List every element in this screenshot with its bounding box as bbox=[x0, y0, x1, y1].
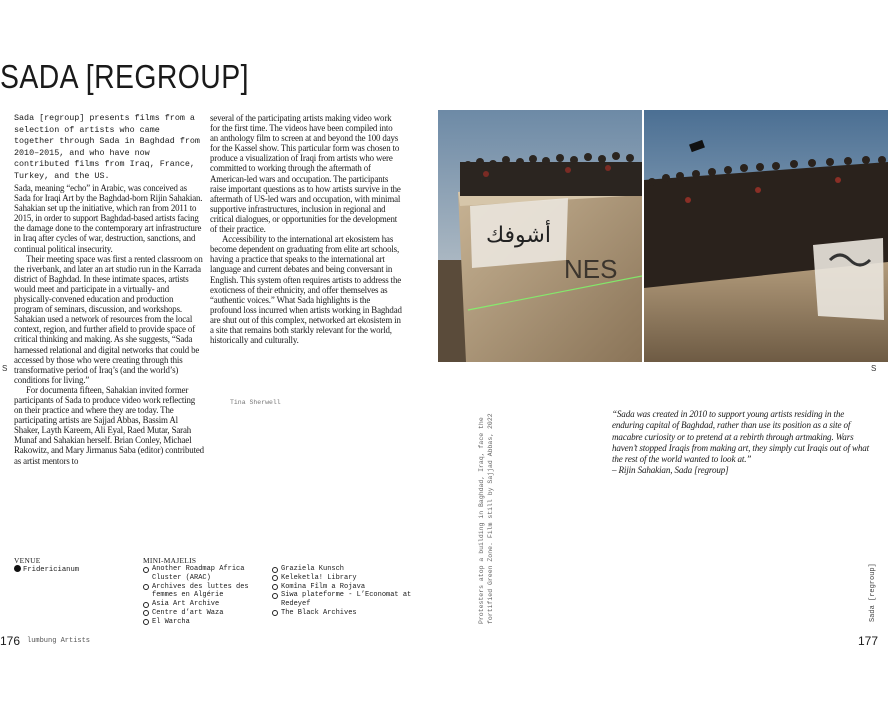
folio-text-left: lumbung Artists bbox=[27, 637, 91, 645]
quote-text: “Sada was created in 2010 to support young artists residing in the enduring capital of Baghdad, rather than use its position as a site of macabre curiosity or to pretend at a rebirth through artmaking. Wars haven’t stopped Iraqis from making art, they simply cut Iraqis out of what the rest of the world wanted to look at.” bbox=[612, 409, 870, 465]
venue-heading: VENUE bbox=[14, 556, 41, 565]
venue-dot-icon bbox=[14, 565, 21, 572]
caption-line: fortified Green Zone. Film still by Sajjad Abbas, 2022 bbox=[486, 413, 494, 624]
list-item: Graziela Kunsch bbox=[272, 565, 412, 574]
photo-caption bbox=[478, 413, 495, 624]
list-item: Another Roadmap Africa Cluster (ARAC) bbox=[143, 565, 263, 583]
caption-line: Protesters atop a building in Baghdad, Iraq, face the bbox=[478, 417, 485, 624]
page-number-left: 176 bbox=[0, 634, 21, 648]
paragraph: For documenta fifteen, Sahakian invited former participants of Sada to produce video work reflecting on their practice and where they are today. The participating artists are Sajjad Abbas, Bassim Al Shaker, Layth Kareem, Ali Eyal, Raed Mutar, Sarah Munaf and Sahakian herself. Brian Conley, Michael Rakowitz, and Mary Jirmanus Saba (editor) contributed as artist mentors to bbox=[14, 384, 204, 466]
author-credit: Tina Sherwell bbox=[230, 399, 281, 406]
minimajelis-list-1 bbox=[143, 565, 263, 627]
list-item: Komîna Fîlm a Rojava bbox=[272, 583, 412, 592]
page-number-right: 177 bbox=[858, 634, 879, 648]
intro-text: Sada [regroup] presents films from a selection of artists who came together through Sada in Baghdad from 2010–2015, and who have now contributed films from Iraq, France, Turkey, and the US. bbox=[14, 113, 200, 181]
venue-value bbox=[14, 565, 79, 574]
running-title: Sada [regroup] bbox=[869, 563, 877, 622]
list-item: The Black Archives bbox=[272, 609, 412, 618]
list-item: Keleketla! Library bbox=[272, 574, 412, 583]
page-title: SADA [REGROUP] bbox=[0, 58, 249, 95]
pull-quote bbox=[612, 409, 874, 477]
minimajelis-heading: MINI-MAJELIS bbox=[143, 556, 197, 565]
venue-name: Fridericianum bbox=[23, 566, 80, 574]
body-column-1 bbox=[14, 183, 204, 466]
film-still-photo bbox=[438, 110, 888, 362]
paragraph: Their meeting space was first a rented classroom on the riverbank, and later an art studio run in the Karrada district of Baghdad. In these intimate spaces, artists would meet and participate in a virtually- and physically-convened education and production program of seminars, discussion, and workshops. Sahakian used a network of resources from the local context, region, and further afield to provide space of critical thinking and making. As she suggests, “Sada harnessed relational and digital networks that could be accessed by those who were creating through this transformative period of Iraq’s (and the world’s) conditions for living.” bbox=[14, 253, 203, 385]
section-mark-right: S bbox=[871, 364, 877, 373]
quote-attribution: – Rijin Sahakian, Sada [regroup] bbox=[612, 465, 729, 476]
paragraph: Sada, meaning “echo” in Arabic, was conceived as Sada for Iraqi Art by the Baghdad-born Rijin Sahakian. Sahakian set up the initiative, which ran from 2011 to 2015, in order to support Baghdad-based artists facing the damage done to the contemporary art infrastructure in Iraq after cycles of war, destruction, sanctions, and continual political insecurity. bbox=[14, 183, 203, 254]
list-item: Archives des luttes des femmes en Algérie bbox=[143, 583, 263, 601]
body-column-2 bbox=[210, 113, 402, 345]
minimajelis-list-2 bbox=[272, 565, 412, 618]
graffiti-text: NES bbox=[564, 254, 618, 284]
sign-text: أشوفك bbox=[486, 223, 551, 248]
section-mark-left: S bbox=[2, 364, 8, 373]
list-item: Centre d’art Waza bbox=[143, 609, 263, 618]
list-item: Siwa plateforme - L’Economat at Redeyef bbox=[272, 591, 412, 609]
paragraph: several of the participating artists making video work for the first time. The videos have been compiled into an anthology film to screen at and beyond the 100 days for the Kassel show. This particular form was chosen to produce a visualization of Iraqi from artists who were committed to working through the aftermath of American-led wars and occupation. The participants raise important questions as to how artists survive in the aftermath of US-led wars and occupation, with minimal supportive infrastructures, inclusion in regional and critical dialogues, or opportunities for the development of their practice. bbox=[210, 113, 401, 235]
paragraph: Accessibility to the international art ekosistem has become dependent on graduating from elite art schools, having a practice that speaks to the international art language and current debates and being conversant in English. This system often requires artists to address the exoticness of their ethnicity, and offer themselves as “authentic voices.” What Sada highlights is the profound loss incurred when artists working in Baghdad are shut out of this complex, networked art ekosistem in a site that remains both starkly relevant for the world, historically and culturally. bbox=[210, 234, 402, 346]
list-item: El Warcha bbox=[143, 618, 263, 627]
list-item: Asia Art Archive bbox=[143, 600, 263, 609]
